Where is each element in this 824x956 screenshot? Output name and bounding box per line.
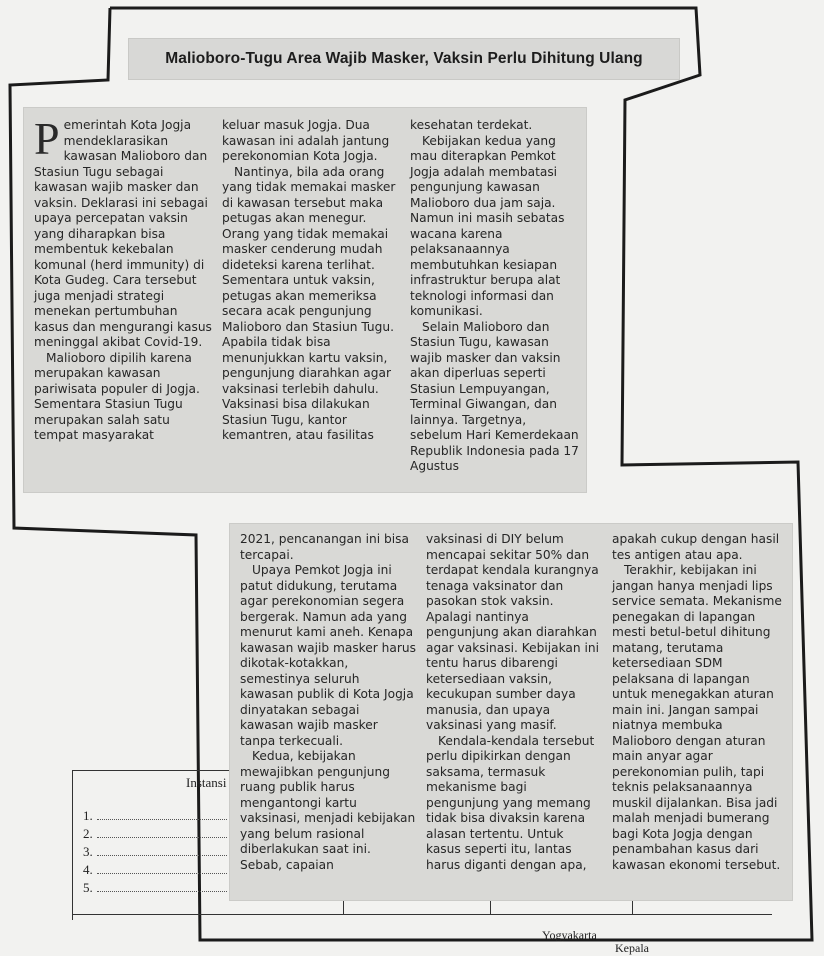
form-row-number: 4.	[83, 862, 93, 877]
paragraph: Kebijakan kedua yang mau diterapkan Pemkot Jogja adalah membatasi pengunjung kawasan Malioboro dua jam saja. Namun ini masih sebatas wacana karena pelaksanaannya membutuhkan kesiapan infrastruktur berupa alat teknologi informasi dan komunikasi.	[410, 133, 565, 318]
clipping-bottom	[230, 524, 792, 900]
kepala-label: Kepala	[615, 941, 649, 955]
paragraph: emerintah Kota Jogja mendeklarasikan kawasan Malioboro dan Stasiun Tugu sebagai kawasan wajib masker dan vaksin. Deklarasi ini sebagai upaya percepatan vaksin yang diharapkan bisa membentuk kekebalan komunal (herd immunity) di Kota Gudeg. Cara tersebut juga menjadi strategi menekan pertumbuhan kasus dan mengurangi kasus meninggal akibat Covid-19.	[34, 118, 212, 349]
form-row	[83, 880, 227, 896]
form-row-number: 3.	[83, 844, 93, 859]
form-row-number: 1.	[83, 808, 93, 823]
article-column-1	[34, 113, 212, 444]
article-column-3	[410, 118, 580, 475]
article-column-4	[240, 532, 416, 873]
paragraph: kesehatan terdekat.	[410, 118, 533, 132]
article-column-2	[222, 118, 400, 444]
form-row	[83, 826, 227, 842]
paragraph: Upaya Pemkot Jogja ini patut didukung, terutama agar perekonomian segera bergerak. Namun ada yang menurut kami aneh. Kenapa kawasan wajib masker harus dikotak-kotakkan, semestinya seluruh kawasan publik di Kota Jogja dinyatakan sebagai kawasan wajib masker tanpa terkecuali.	[240, 563, 416, 748]
form-bottom-rule	[72, 914, 772, 915]
form-col-rule	[632, 900, 633, 914]
paragraph: Nantinya, bila ada orang yang tidak memakai masker di kawasan tersebut maka petugas akan menegur. Orang yang tidak memakai masker cenderung mudah dideteksi karena terlihat. Sementara untuk vaksin, petugas akan memeriksa secara acak pengunjung Malioboro dan Stasiun Tugu. Apabila tidak bisa menunjukkan kartu vaksin, pengunjung diarahkan agar vaksinasi terlebih dahulu. Vaksinasi bisa dilakukan Stasiun Tugu, kantor kemantren, atau fasilitas	[222, 164, 396, 442]
paragraph: Malioboro dipilih karena merupakan kawasan pariwisata populer di Jogja. Sementara Stasiun Tugu merupakan salah satu tempat masyarakat	[34, 350, 200, 442]
form-row-dots[interactable]	[97, 881, 227, 892]
form-row	[83, 844, 227, 860]
headline: Malioboro-Tugu Area Wajib Masker, Vaksin Perlu Dihitung Ulang	[165, 50, 643, 67]
form-col-rule	[343, 900, 344, 914]
paragraph: Selain Malioboro dan Stasiun Tugu, kawasan wajib masker dan vaksin akan diperluas seperti Stasiun Lempuyangan, Terminal Giwangan, dan lainnya. Targetnya, sebelum Hari Kemerdekaan Republik Indonesia pada 17 Agustus	[410, 319, 579, 473]
article-column-5	[426, 532, 602, 873]
paragraph: keluar masuk Jogja. Dua kawasan ini adalah jantung perekonomian Kota Jogja.	[222, 118, 390, 163]
paragraph: 2021, pencanangan ini bisa tercapai.	[240, 532, 409, 562]
form-row-number: 5.	[83, 880, 93, 895]
instansi-label: Instansi	[186, 775, 227, 790]
paragraph: Kedua, kebijakan mewajibkan pengunjung ruang publik harus mengantongi kartu vaksinasi, menjadi kebijakan yang belum rasional diberlakukan saat ini. Sebab, capaian	[240, 749, 416, 872]
paragraph: Terakhir, kebijakan ini jangan hanya menjadi lips service semata. Mekanisme penegakan di lapangan mesti betul-betul dihitung matang, terutama ketersediaan SDM pelaksana di lapangan untuk menegakkan aturan main ini. Jangan sampai niatnya membuka Malioboro dengan aturan main anyar agar perekonomian pulih, tapi teknis pelaksanaannya muskil dijalankan. Bisa jadi malah menjadi bumerang bagi Kota Jogja dengan penambahan kasus dari kawasan ekonomi tersebut.	[612, 563, 782, 872]
paragraph: apakah cukup dengan hasil tes antigen atau apa.	[612, 532, 780, 562]
dropcap: P	[34, 113, 60, 164]
clipping-top	[24, 108, 586, 492]
form-row-dots[interactable]	[97, 845, 227, 856]
form-row-dots[interactable]	[97, 809, 227, 820]
form-col-rule	[490, 900, 491, 914]
headline-strip	[128, 38, 680, 80]
form-row-number: 2.	[83, 826, 93, 841]
article-column-6	[612, 532, 786, 873]
city-label: Yogyakarta	[542, 928, 597, 942]
paragraph: Kendala-kendala tersebut perlu dipikirkan dengan saksama, termasuk mekanisme bagi pengunjung yang memang tidak bisa divaksin karena alasan tertentu. Untuk kasus seperti itu, lantas harus diganti dengan apa,	[426, 733, 595, 872]
form-left-rule	[72, 770, 73, 920]
form-row	[83, 862, 227, 878]
form-row	[83, 808, 227, 824]
form-row-dots[interactable]	[97, 863, 227, 874]
paragraph: vaksinasi di DIY belum mencapai sekitar 50% dan terdapat kendala kurangnya tenaga vaksinator dan pasokan stok vaksin. Apalagi nantinya pengunjung akan diarahkan agar vaksinasi. Kebijakan ini tentu harus dibarengi ketersediaan vaksin, kecukupan sumber daya manusia, dan upaya vaksinasi yang masif.	[426, 532, 599, 732]
form-row-dots[interactable]	[97, 827, 227, 838]
